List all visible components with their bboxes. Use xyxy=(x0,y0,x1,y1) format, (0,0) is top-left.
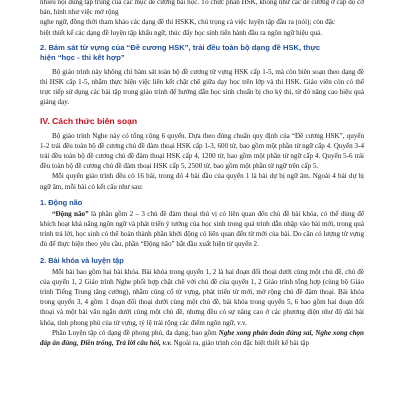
section-4-heading: IV. Cách thức biên soạn xyxy=(40,115,138,126)
section-4-paragraph-1: Bộ giáo trình Nghe này có tổng cộng 6 quyển. Dựa theo đúng chuẩn quy định của “Đề cương HSK”, quyển 1-2 trải đều toàn bộ đề cương chủ đề đàm thoại HSK cấp 1-3, 600 từ, bao gồm một phần từ ngữ cấp 4. Quyển 3-4 trải đều toàn bộ đề cương chủ đề đàm thoại HSK cấp 4, 1200 từ, bao gồm một phần từ ngữ cấp 4. Quyển 5-6 trải đều toàn bộ đề cương chủ đề đàm thoại HSK cấp 5, 2500 từ, bao gồm một phần từ ngữ trên cấp 5. xyxy=(40,131,364,171)
subsection-1-paragraph xyxy=(40,209,364,250)
section-2-paragraph: Bộ giáo trình này không chỉ bám sát toàn bộ đề cương từ vựng HSK cấp 1-5, mà còn biên soạn theo dạng đề thi HSK cấp 1-5, nhằm thực hiện việc liên kết chặt chẽ giữa dạy học trên lớp và thi HSK. Giáo viên còn có thể trực tiếp sử dụng các bài tập trong giáo trình để hướng dẫn học sinh chuẩn bị cho kỳ thi, từ đó nâng cao hiệu quả giảng dạy. xyxy=(40,67,364,107)
section-2-heading-line-1: 2. Bám sát từ vựng của “Đề cương HSK”, trải đều toàn bộ dạng đề HSK, thực xyxy=(40,42,321,52)
subsection-2-heading: 2. Bài khóa và luyện tập xyxy=(40,255,124,265)
subsection-1-heading: 1. Động não xyxy=(40,197,83,207)
subsection-2-paragraph-1: Mỗi bài bao gồm hai bài khóa. Bài khóa trong quyển 1, 2 là hai đoạn đối thoại dưới cùng một chủ đề, chủ đề của quyển 1, 2 Giáo trình Nghe phối hợp chặt chẽ với chủ đề của quyển 1, 2 Giáo trình tổng hợp (cùng bộ Giáo trình Tiếng Trung tăng cường), nhằm củng cố từ vựng, phát triển từ mới, mở rộng chủ đề đàm thoại. Bài khóa trong quyển 3, 4 gồm 1 đoạn đối thoại dưới cùng một chủ đề, bài khóa trong quyển 5, 6 bao gồm hai đoạn đối thoại và một bài văn ngắn dưới cùng một chủ đề, nhưng đều có sự nâng cao ở các phương diện như độ dài bài khóa, tính phong phú của từ vựng, tỷ lệ trải rộng các điểm ngôn ngữ, v.v. xyxy=(40,267,364,327)
subsection-1-term: “Động não” xyxy=(52,209,89,218)
top-partial-paragraph xyxy=(40,0,364,38)
section-2-heading xyxy=(40,43,364,63)
top-line-2: nghe ngữ, đồng thời tham khảo các dạng đề thi HSKK, chú trọng cả việc luyện tập đầu ra (nói); còn đặc xyxy=(40,18,336,27)
subsection-2-p2-end: Ngoài ra, giáo trình còn đặc biệt thiết kế bài tập xyxy=(171,339,310,348)
subsection-1-text: là phần gồm 2 – 3 chủ đề đàm thoại thú vị có liên quan đến chủ đề bài khóa, có thể dùng để khích hoạt khả năng ngôn ngữ và phát triển ý tưởng của học sinh trong quá trình dẫn nhập vào bài mới, trong quá trình trả lời, học sinh có thể hoàn thành phần khởi động có liên quan đến từ mới của bài. Do cần có lượng từ vựng đủ để thực hiện theo yêu cầu, phần “Động não” bắt đầu xuất hiện từ quyển 2. xyxy=(40,209,364,249)
top-line-1: nhiều nội dung tập trung của các mục đề cương bài học. Tổ chức phần HSK, không như các đề cương ở cấp độ cơ bản, hình như việc mở rộng xyxy=(40,0,364,17)
top-line-3: biệt thiết kế các dạng đề luyện tập khẩu ngữ, thúc đẩy học sinh tiến hành đầu ra ngôn ngữ hiệu quả. xyxy=(40,28,323,37)
subsection-2-p2-start: Phần Luyện tập có dạng đề phong phú, đa dạng, bao gồm xyxy=(52,328,219,337)
section-2-heading-line-2: hiện “học - thi kết hợp” xyxy=(40,52,125,62)
subsection-2-paragraph-2 xyxy=(40,328,364,348)
section-4-paragraph-2: Mỗi quyển giáo trình đều có 16 bài, trong đó 4 bài đầu của quyển 1 là bài dự bị ngữ âm. Ngoài 4 bài dự bị ngữ âm, mỗi bài có kết cấu như sau: xyxy=(40,172,364,191)
subsection-2-p2-italic: Nghe xong phán đoán đúng sai, Nghe xong chọn đáp án đúng, Điền trống, Trả lời câu hỏi, v.v. xyxy=(40,328,365,348)
